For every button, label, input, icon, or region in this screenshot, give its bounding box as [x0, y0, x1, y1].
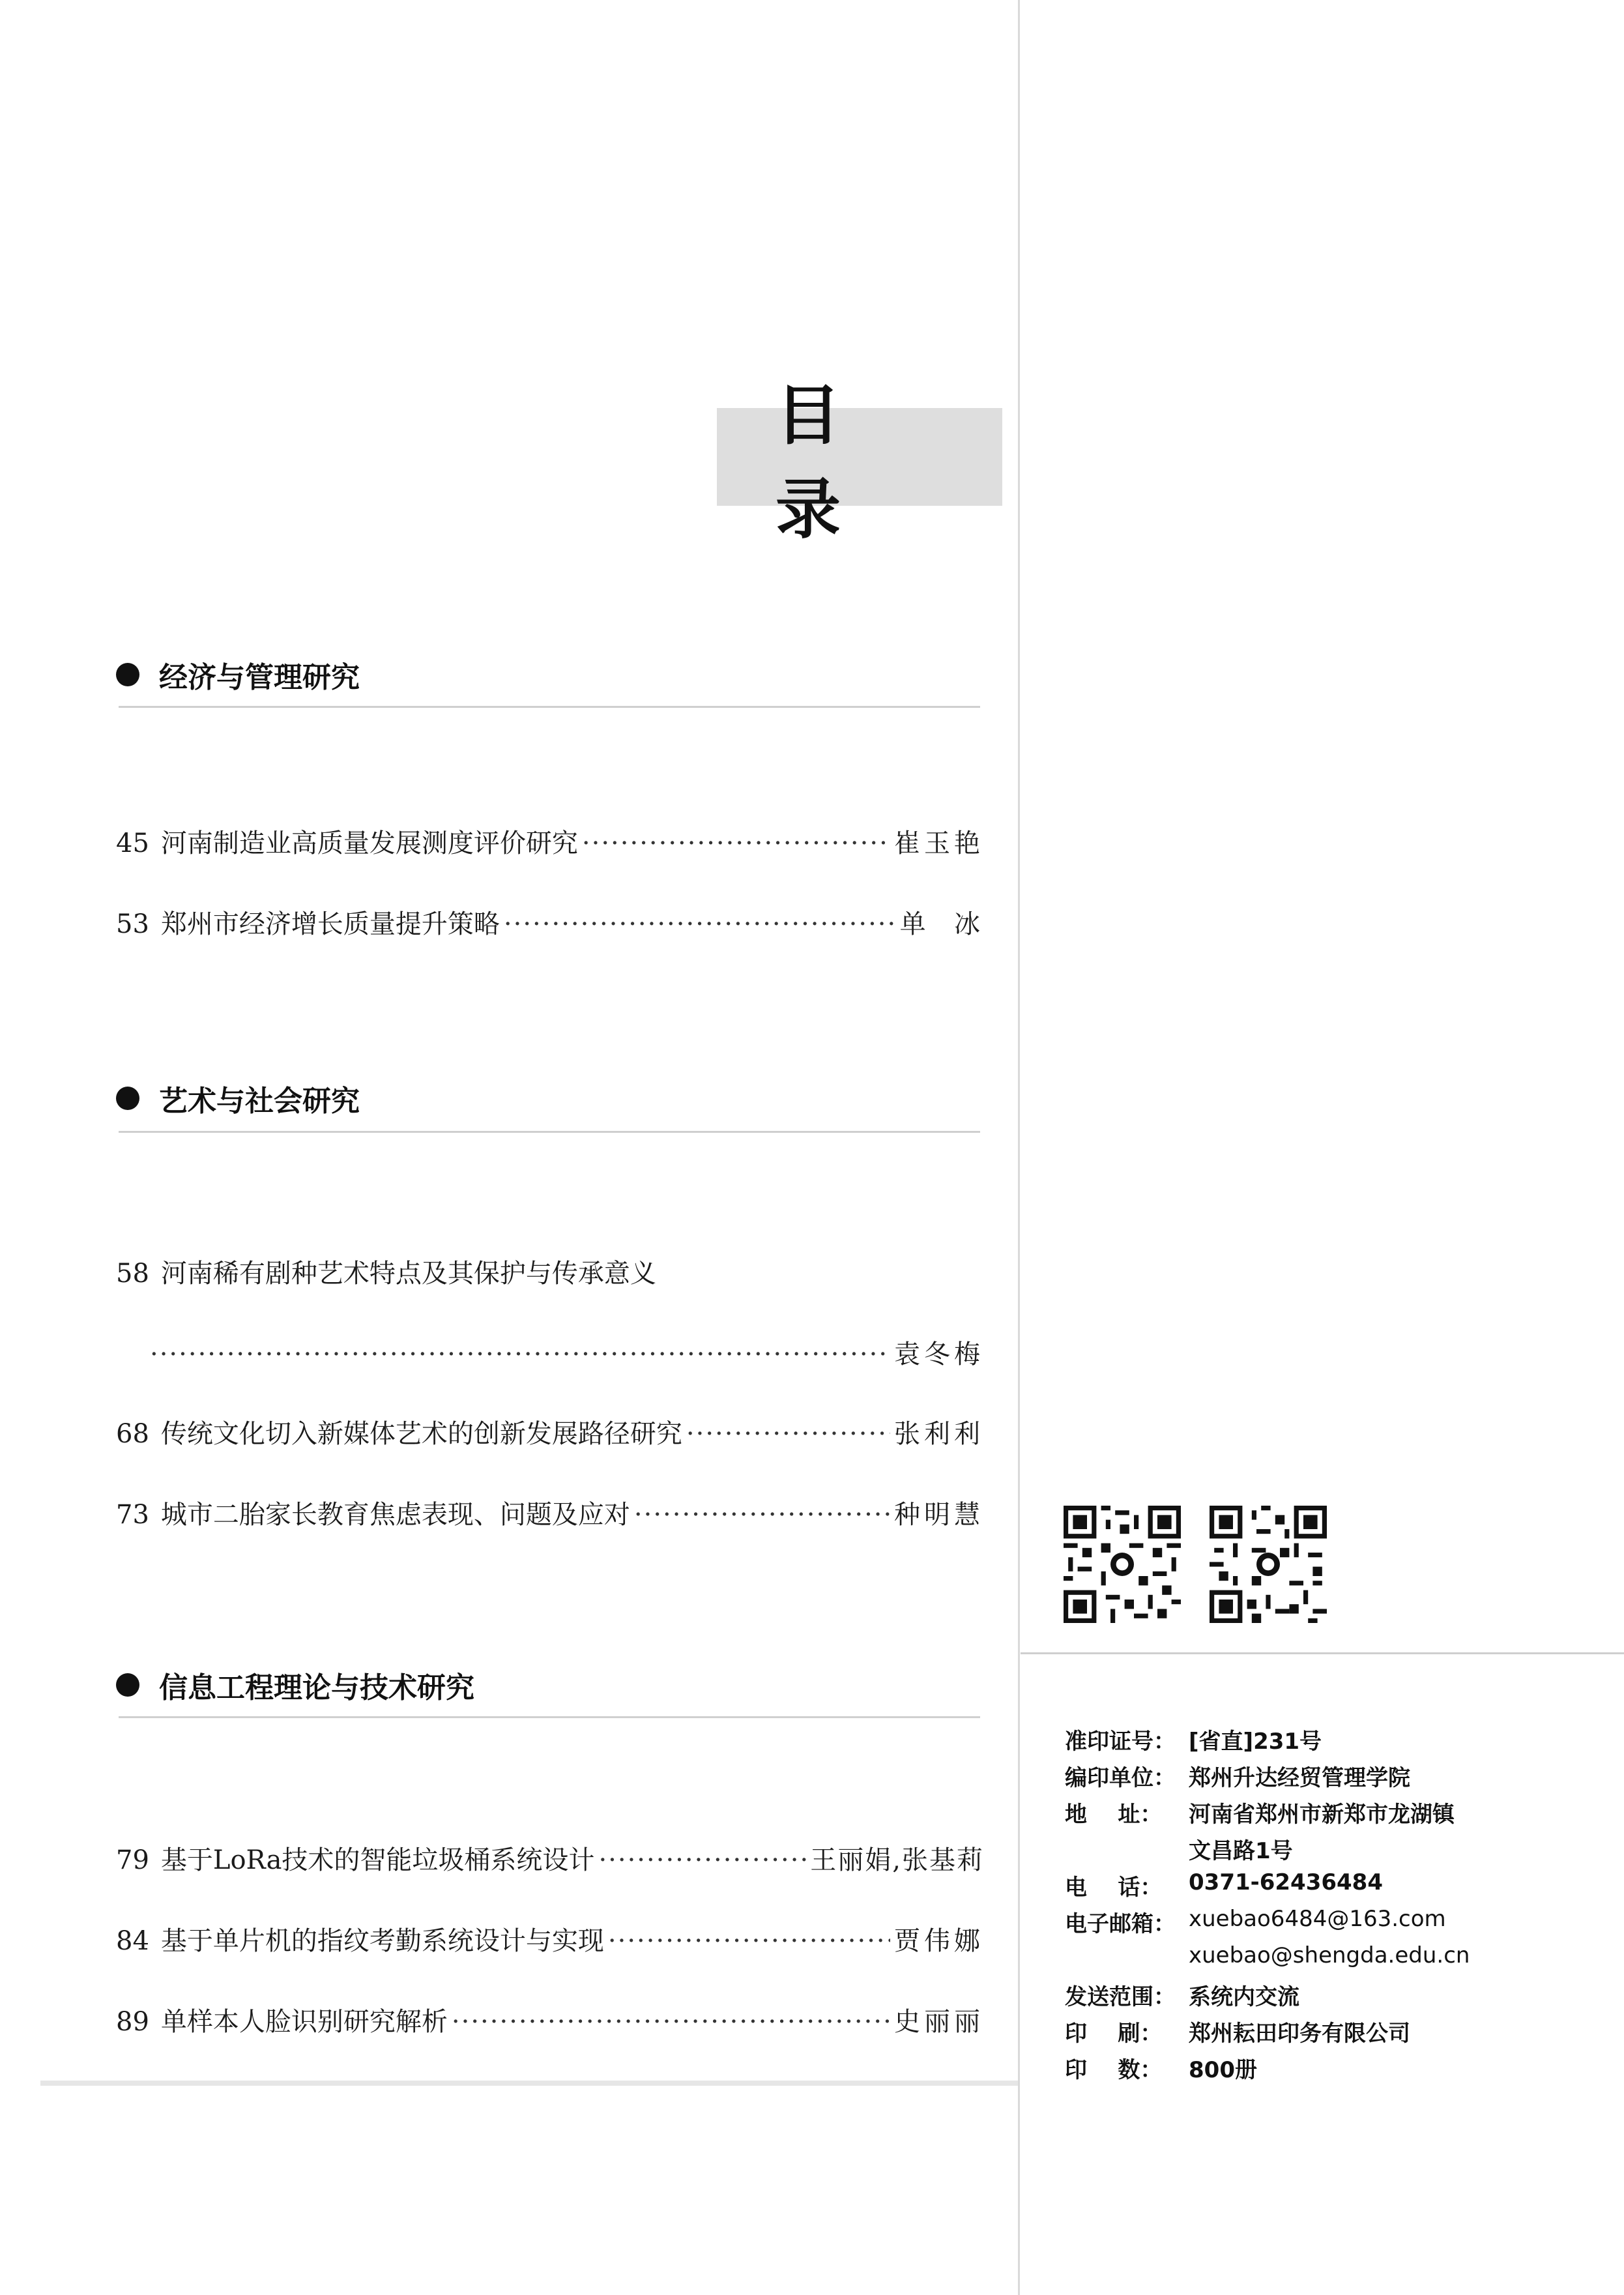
- bullet-icon: [116, 1673, 139, 1697]
- entry-author: 王丽娟,张基莉: [810, 1845, 984, 1875]
- entry-page: 73: [116, 1500, 149, 1530]
- entry-author: 种明慧: [894, 1500, 984, 1530]
- dot-leader: [686, 1419, 890, 1449]
- entry-title: 河南制造业高质量发展测度评价研究: [160, 828, 578, 858]
- toc-entry[interactable]: [116, 1413, 984, 1452]
- entry-page: 58: [116, 1259, 149, 1289]
- entry-page: 68: [116, 1419, 149, 1449]
- dot-leader: [598, 1845, 806, 1875]
- dot-leader: [504, 909, 896, 939]
- entry-page: 45: [116, 828, 149, 858]
- info-email: 电子邮箱： xuebao6484@163.com: [1065, 1906, 1446, 1937]
- toc-entry[interactable]: [116, 823, 984, 862]
- qr-code-icon: [1210, 1506, 1327, 1623]
- dot-leader: [582, 828, 890, 858]
- section-heading-engineering: 信息工程理论与技术研究: [116, 1662, 474, 1708]
- qr-code-icon: [1064, 1506, 1181, 1623]
- entry-title: 基于LoRa技术的智能垃圾桶系统设计: [160, 1845, 595, 1875]
- bullet-icon: [116, 663, 139, 686]
- entry-page: 53: [116, 909, 149, 939]
- entry-author: 张利利: [894, 1419, 984, 1449]
- entry-title: 郑州市经济增长质量提升策略: [160, 909, 500, 939]
- section-heading-economics: 经济与管理研究: [116, 652, 360, 697]
- bullet-icon: [116, 1087, 139, 1110]
- page-divider: [1018, 0, 1020, 2295]
- entry-author: 史丽丽: [894, 2007, 984, 2037]
- bottom-rule: [40, 2081, 1018, 2086]
- info-printer: 印 刷： 郑州耘田印务有限公司: [1065, 2021, 1410, 2047]
- dot-leader: [608, 1926, 890, 1956]
- info-rule: [1021, 1652, 1624, 1654]
- info-address-line2: 文昌路1号: [1189, 1838, 1293, 1864]
- entry-page: 79: [116, 1845, 149, 1875]
- info-address: 地 址： 河南省郑州市新郑市龙湖镇: [1065, 1802, 1455, 1828]
- entry-author: 贾伟娜: [894, 1926, 984, 1956]
- toc-entry[interactable]: [116, 1920, 984, 1959]
- entry-title: 传统文化切入新媒体艺术的创新发展路径研究: [160, 1419, 682, 1449]
- dot-leader: [452, 2007, 890, 2037]
- toc-entry[interactable]: [116, 2001, 984, 2040]
- info-phone: 电 话： 0371-62436484: [1065, 1869, 1383, 1901]
- entry-page: 89: [116, 2007, 149, 2037]
- toc-entry[interactable]: [116, 1839, 984, 1878]
- dot-leader: [634, 1500, 890, 1530]
- toc-entry-continuation[interactable]: [150, 1334, 984, 1373]
- section-heading-arts: 艺术与社会研究: [116, 1075, 360, 1121]
- info-copies: 印 数： 800册: [1065, 2057, 1257, 2083]
- entry-title: 城市二胎家长教育焦虑表现、问题及应对: [160, 1500, 630, 1530]
- entry-author: 单 冰: [899, 909, 984, 939]
- section-rule: [119, 1131, 980, 1133]
- toc-entry[interactable]: [116, 1253, 984, 1292]
- entry-title: 河南稀有剧种艺术特点及其保护与传承意义: [160, 1259, 656, 1289]
- toc-entry[interactable]: [116, 1494, 984, 1533]
- toc-title: 目 录: [717, 408, 1002, 506]
- info-license: 准印证号： [省直]231号: [1065, 1729, 1322, 1755]
- dot-leader: [150, 1339, 890, 1369]
- toc-entry[interactable]: [116, 903, 984, 943]
- info-scope: 发送范围： 系统内交流: [1065, 1984, 1299, 2010]
- entry-author: 袁冬梅: [894, 1339, 984, 1369]
- info-editor: 编印单位： 郑州升达经贸管理学院: [1065, 1765, 1410, 1791]
- section-rule: [119, 706, 980, 708]
- entry-title: 单样本人脸识别研究解析: [160, 2007, 448, 2037]
- entry-title: 基于单片机的指纹考勤系统设计与实现: [160, 1926, 604, 1956]
- info-email-line2: xuebao@shengda.edu.cn: [1189, 1942, 1470, 1968]
- entry-author: 崔玉艳: [894, 828, 984, 858]
- section-rule: [119, 1716, 980, 1718]
- entry-page: 84: [116, 1926, 149, 1956]
